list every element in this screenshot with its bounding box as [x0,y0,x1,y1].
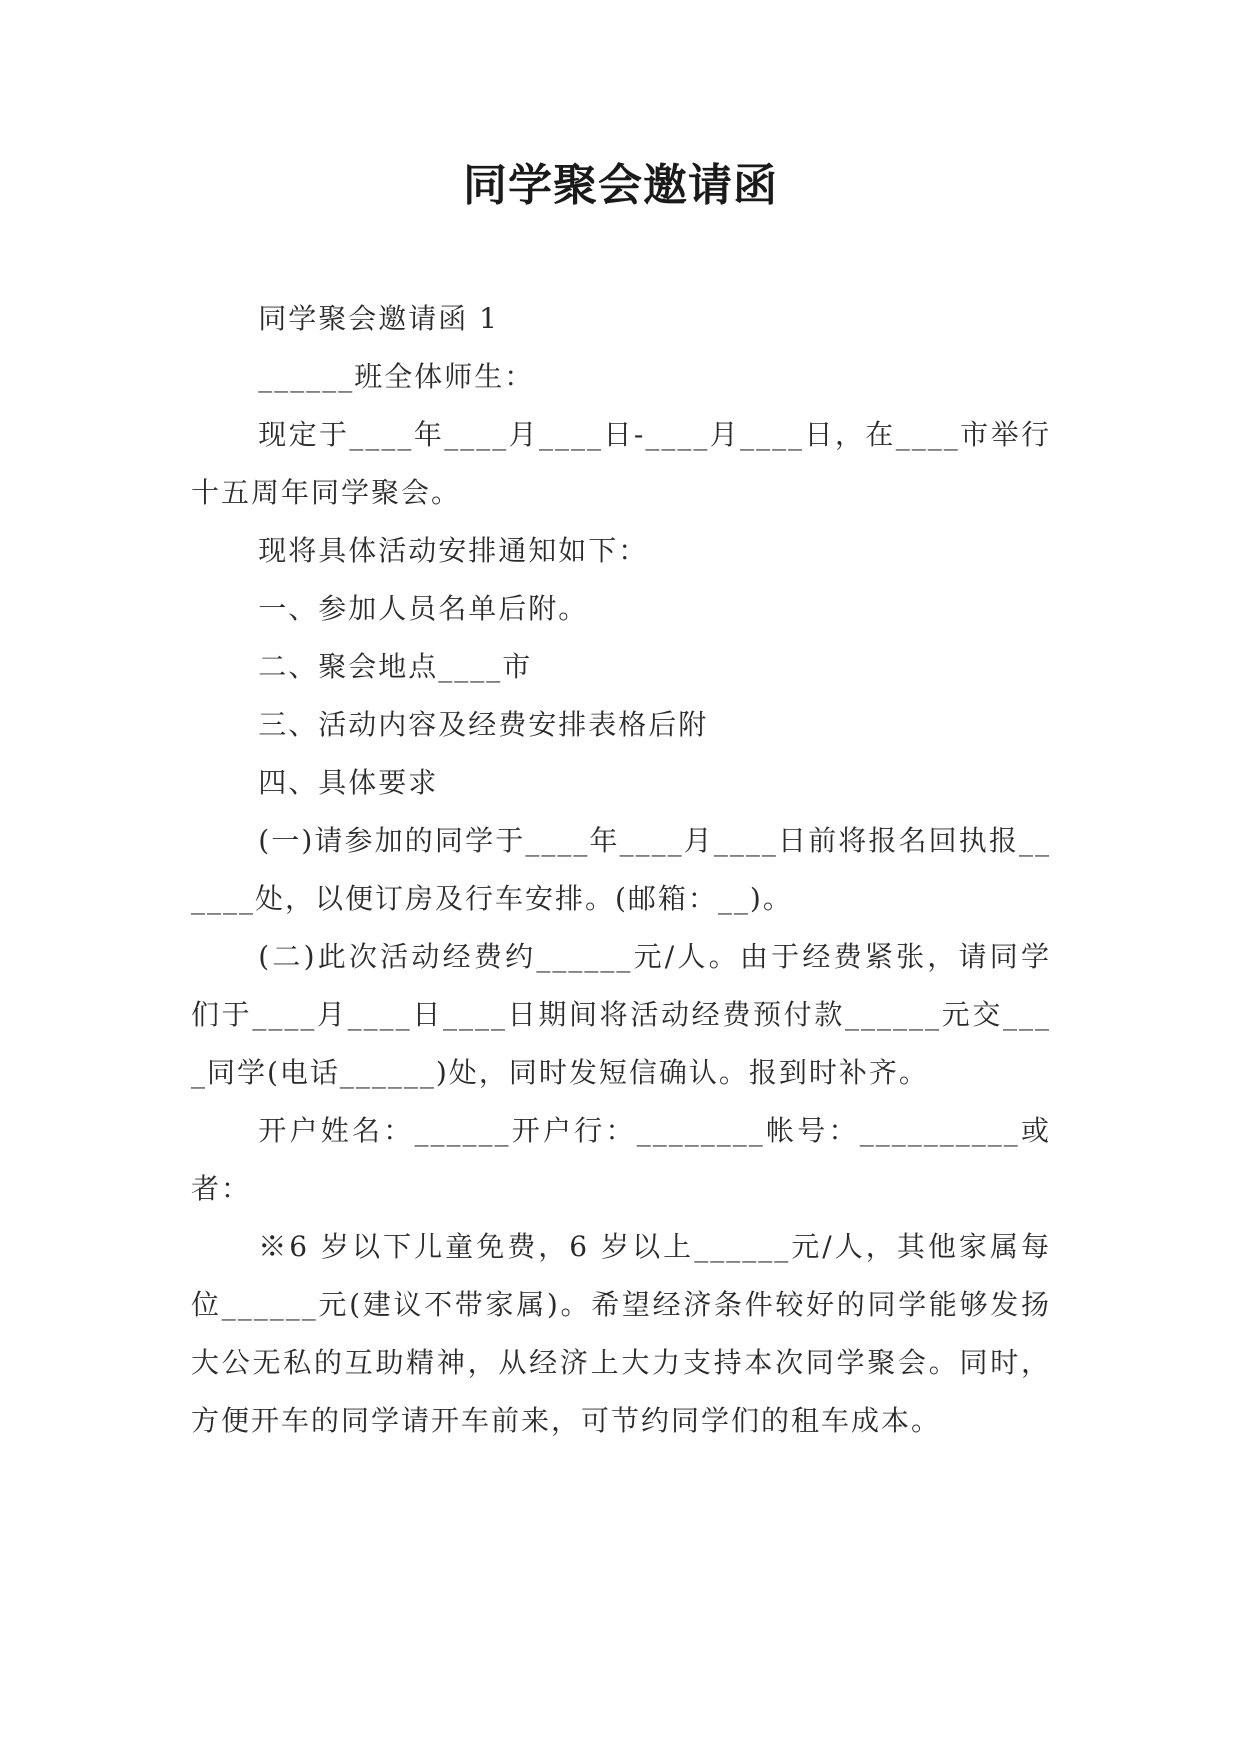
bank-account-paragraph: 开户姓名：______开户行：________帐号：__________或者： [191,1114,1051,1205]
requirement-1-paragraph: (一)请参加的同学于____年____月____日前将报名回执报______处，以便订房及行车安排。(邮箱：__)。 [191,824,1051,915]
item-3-paragraph: 三、活动内容及经费安排表格后附 [258,708,709,741]
item-4-paragraph: 四、具体要求 [258,766,439,799]
item-1-paragraph: 一、参加人员名单后附。 [258,592,589,625]
subtitle-paragraph: 同学聚会邀请函 1 [258,302,499,335]
salutation-paragraph: ______班全体师生： [258,360,535,393]
children-fee-paragraph: ※6 岁以下儿童免费，6 岁以上______元/人，其他家属每位______元(建议不带家属)。希望经济条件较好的同学能够发扬大公无私的互助精神，从经济上大力支持本次同学聚会。同时，方便开车的同学请开车前来，可节约同学们的租车成本。 [191,1230,1051,1437]
requirement-2-paragraph: (二)此次活动经费约______元/人。由于经费紧张，请同学们于____月____日____日期间将活动经费预付款______元交____同学(电话______)处，同时发短信确认。报到时补齐。 [191,940,1051,1089]
notice-intro-paragraph: 现将具体活动安排通知如下： [258,534,649,567]
document-title: 同学聚会邀请函 [463,160,778,211]
date-location-paragraph: 现定于____年____月____日-____月____日，在____市举行十五周年同学聚会。 [191,418,1051,509]
item-2-paragraph: 二、聚会地点____市 [258,650,533,683]
document-body [191,290,1051,1450]
